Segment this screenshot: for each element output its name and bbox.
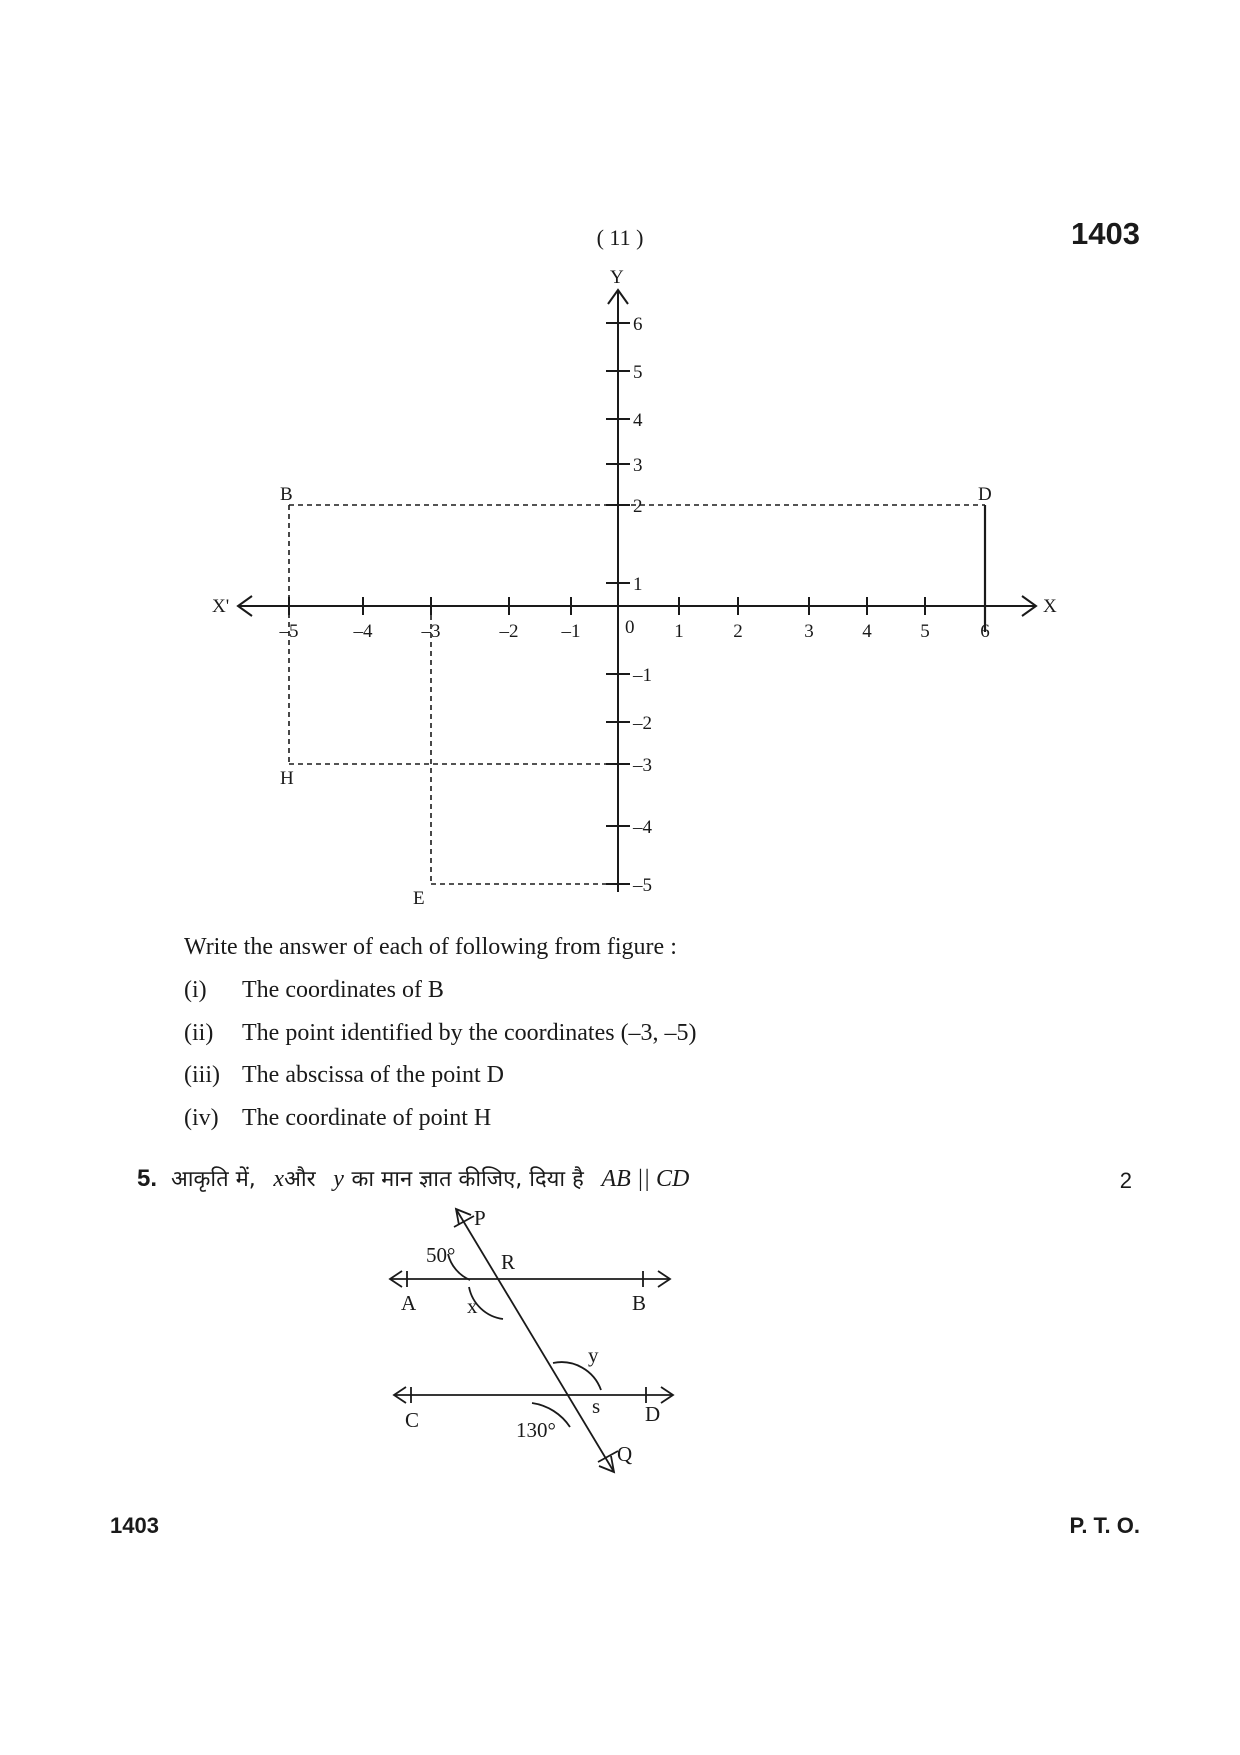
label-angle-130: 130° — [516, 1418, 556, 1442]
question4-item-1 — [184, 977, 444, 1004]
paper-code-top: 1403 — [1071, 216, 1140, 251]
point-label-b: B — [280, 484, 293, 505]
x-tick-label: 2 — [733, 621, 743, 642]
axis-label-y: Y — [610, 267, 624, 288]
label-y: y — [588, 1343, 599, 1367]
y-tick-label: 2 — [633, 496, 643, 517]
label-p: P — [474, 1206, 486, 1230]
question5-text-1: आकृति में, — [171, 1167, 256, 1192]
footer-paper-code: 1403 — [110, 1513, 159, 1538]
x-tick-label: –3 — [421, 621, 441, 642]
point-label-h: H — [280, 768, 294, 789]
item-text: The abscissa of the point D — [242, 1062, 504, 1088]
x-tick-label: –5 — [279, 621, 299, 642]
label-c: C — [405, 1408, 420, 1432]
question5-text-3: का मान ज्ञात कीजिए, दिया है — [351, 1167, 584, 1192]
y-tick-label: –2 — [633, 713, 652, 734]
question4-item-3 — [184, 1062, 504, 1089]
label-x: x — [467, 1294, 478, 1318]
item-text: The point identified by the coordinates (–3, –5) — [242, 1020, 697, 1046]
label-s: s — [592, 1394, 601, 1418]
label-angle-50: 50° — [426, 1243, 456, 1267]
y-tick-label: 1 — [633, 574, 643, 595]
item-number: (i) — [184, 977, 207, 1003]
question5-number: 5. — [137, 1165, 158, 1192]
item-number: (iii) — [184, 1062, 220, 1088]
x-tick-label: 1 — [674, 621, 684, 642]
item-text: The coordinate of point H — [242, 1105, 492, 1131]
y-tick-label: 5 — [633, 362, 643, 383]
label-q: Q — [617, 1442, 633, 1466]
x-tick-label: 5 — [920, 621, 930, 642]
label-b: B — [632, 1291, 647, 1315]
question4-item-4 — [184, 1105, 491, 1132]
point-label-d: D — [978, 484, 992, 505]
label-r: R — [501, 1250, 516, 1274]
x-tick-label: –1 — [561, 621, 581, 642]
y-tick-label: –5 — [633, 875, 652, 896]
y-tick-label: 6 — [633, 314, 643, 335]
page-number: ( 11 ) — [596, 225, 644, 250]
x-tick-label: –2 — [499, 621, 519, 642]
label-a: A — [401, 1291, 417, 1315]
footer-pto: P. T. O. — [1069, 1513, 1140, 1538]
y-tick-label: 4 — [633, 410, 643, 431]
label-d: D — [645, 1402, 661, 1426]
axis-label-x-negative: X' — [212, 596, 230, 617]
x-tick-label: 4 — [862, 621, 872, 642]
x-tick-label: 6 — [980, 621, 990, 642]
item-number: (iv) — [184, 1105, 219, 1131]
question5-var-x: x — [273, 1166, 285, 1192]
y-tick-label: –3 — [633, 755, 652, 776]
item-text: The coordinates of B — [242, 977, 444, 1003]
question5-var-y: y — [333, 1166, 344, 1192]
origin-label: 0 — [625, 617, 635, 638]
y-tick-label: 3 — [633, 455, 643, 476]
point-label-e: E — [413, 888, 425, 909]
item-number: (ii) — [184, 1020, 214, 1046]
question5-text-2: और — [284, 1167, 316, 1192]
question5 — [137, 1163, 689, 1193]
x-tick-label: –4 — [353, 621, 373, 642]
axis-label-x: X — [1043, 596, 1057, 617]
question5-marks: 2 — [1119, 1168, 1132, 1193]
question5-condition: AB || CD — [601, 1166, 690, 1192]
question4-intro: Write the answer of each of following from figure : — [184, 934, 677, 960]
y-tick-label: –4 — [633, 817, 652, 838]
x-tick-label: 3 — [804, 621, 814, 642]
question4-item-2 — [184, 1020, 697, 1047]
y-tick-label: –1 — [633, 665, 652, 686]
